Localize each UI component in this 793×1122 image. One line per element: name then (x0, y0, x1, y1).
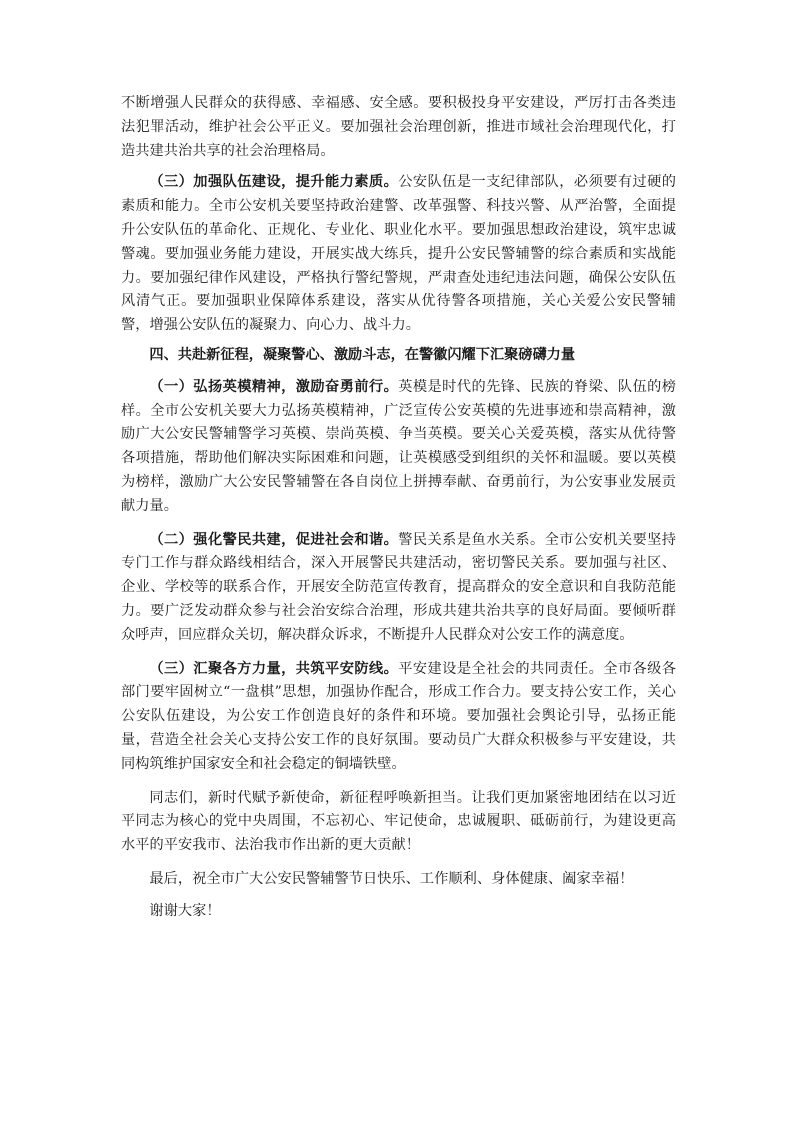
paragraph-heading: （一）弘扬英模精神，激励奋勇前行。 (149, 378, 399, 395)
paragraph-thanks: 谢谢大家！ (149, 902, 221, 919)
paragraph-joint-forces (121, 658, 676, 777)
paragraph-closing-wishes: 最后，祝全市广大公安民警辅警节日快乐、工作顺利、身体健康、阖家幸福！ (149, 870, 634, 887)
paragraph-heading: （三）汇聚各方力量，共筑平安防线。 (149, 660, 399, 677)
section-4-title: 四、共赴新征程，凝聚警心、激励斗志，在警徽闪耀下汇聚磅礴力量 (149, 346, 576, 363)
paragraph-body: 英模是时代的先锋、民族的脊梁、队伍的榜样。全市公安机关要大力弘扬英模精神，广泛宣传公安英模的先进事迹和崇高精神，激励广大公安民警辅警学习英模、崇尚英模、争当英模。要关心关爱英模，落实从优待警各项措施，帮助他们解决实际困难和问题，让英模感受到组织的关怀和温暖。要以英模为榜样，激励广大公安民警辅警在各自岗位上拼搏奉献、奋勇前行，为公安事业发展贡献力量。 (121, 378, 677, 514)
paragraph-body: 公安队伍是一支纪律部队，必须要有过硬的素质和能力。全市公安机关要坚持政治建警、改革强警、科技兴警、从严治警，全面提升公安队伍的革命化、正规化、专业化、职业化水平。要加强思想政治建设，筑牢忠诚警魂。要加强业务能力建设，开展实战大练兵，提升公安民警辅警的综合素质和实战能力。要加强纪律作风建设，严格执行警纪警规，严肃查处违纪违法问题，确保公安队伍风清气正。要加强职业保障体系建设，落实从优待警各项措施，关心关爱公安民警辅警，增强公安队伍的凝聚力、向心力、战斗力。 (121, 174, 677, 334)
paragraph-heading: （三）加强队伍建设，提升能力素质。 (149, 174, 399, 191)
paragraph-body: 平安建设是全社会的共同责任。全市各级各部门要牢固树立“一盘棋”思想，加强协作配合，形成工作合力。要支持公安工作，关心公安队伍建设，为公安工作创造良好的条件和环境。要加强社会舆论引导，弘扬正能量，营造全社会关心支持公安工作的良好氛围。要动员广大群众积极参与平安建设，共同构筑维护国家安全和社会稳定的铜墙铁壁。 (121, 660, 677, 772)
paragraph-heading: （二）强化警民共建，促进社会和谐。 (149, 531, 399, 548)
paragraph-intro-continuation: 不断增强人民群众的获得感、幸福感、安全感。要积极投身平安建设，严厉打击各类违法犯罪活动，维护社会公平正义。要加强社会治理创新，推进市域社会治理现代化，打造共建共治共享的社会治理格局。 (121, 95, 676, 159)
paragraph-hero-spirit (121, 376, 676, 519)
paragraph-team-building (121, 171, 676, 338)
paragraph-body: 警民关系是鱼水关系。全市公安机关要坚持专门工作与群众路线相结合，深入开展警民共建活动，密切警民关系。要加强与社区、企业、学校等的联系合作，开展安全防范宣传教育，提高群众的安全意识和自我防范能力。要广泛发动群众参与社会治安综合治理，形成共建共治共享的良好局面。要倾听群众呼声，回应群众关切，解决群众诉求，不断提升人民群众对公安工作的满意度。 (121, 531, 677, 643)
paragraph-police-community (121, 529, 676, 648)
paragraph-closing-call: 同志们，新时代赋予新使命，新征程呼唤新担当。让我们更加紧密地团结在以习近平同志为核心的党中央周围，不忘初心、牢记使命，忠诚履职、砥砺前行，为建设更高水平的平安我市、法治我市作出新的更大贡献！ (121, 789, 676, 854)
document-page (121, 92, 676, 924)
